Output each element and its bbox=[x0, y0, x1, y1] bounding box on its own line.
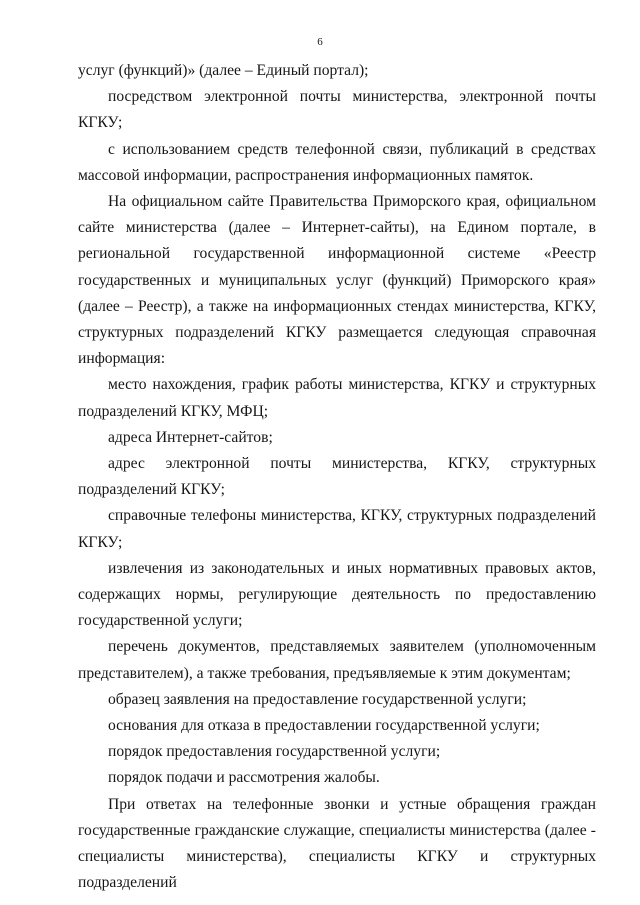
paragraph: справочные телефоны министерства, КГКУ, структурных подразделений КГКУ; bbox=[78, 507, 596, 551]
page-number: 6 bbox=[317, 36, 323, 48]
paragraph: услуг (функций)» (далее – Единый портал); bbox=[78, 62, 369, 79]
paragraph: посредством электронной почты министерства, электронной почты КГКУ; bbox=[78, 88, 596, 132]
paragraph: перечень документов, представляемых заявителем (уполномоченным представителем), а также требования, предъявляемые к этим документам; bbox=[78, 638, 596, 682]
paragraph: основания для отказа в предоставлении государственной услуги; bbox=[108, 717, 540, 735]
paragraph: извлечения из законодательных и иных нормативных правовых актов, содержащих нормы, регулирующие деятельность по предоставлению государственной услуги; bbox=[78, 559, 596, 630]
document-body bbox=[78, 58, 596, 897]
paragraph: место нахождения, график работы министерства, КГКУ и структурных подразделений КГКУ, МФЦ; bbox=[78, 376, 596, 420]
paragraph: На официальном сайте Правительства Приморского края, официальном сайте министерства (далее – Интернет-сайты), на Едином портале, в региональной государственной информационной системе «Реестр государственных и муниципальных услуг (функций) Приморского края» (далее – Реестр), а также на информационных стендах министерства, КГКУ, структурных подразделений КГКУ размещается следующая справочная информация: bbox=[78, 193, 596, 368]
paragraph: порядок предоставления государственной услуги; bbox=[108, 743, 441, 761]
paragraph: адреса Интернет-сайтов; bbox=[108, 428, 273, 446]
paragraph: адрес электронной почты министерства, КГКУ, структурных подразделений КГКУ; bbox=[78, 455, 596, 499]
paragraph: с использованием средств телефонной связи, публикаций в средствах массовой информации, распространения информационных памяток. bbox=[78, 140, 596, 184]
paragraph: образец заявления на предоставление государственной услуги; bbox=[108, 690, 527, 708]
paragraph: При ответах на телефонные звонки и устные обращения граждан государственные гражданские служащие, специалисты министерства (далее - специалисты министерства), специалисты КГКУ и структурных подразделений bbox=[78, 795, 596, 892]
paragraph: порядок подачи и рассмотрения жалобы. bbox=[108, 769, 380, 787]
